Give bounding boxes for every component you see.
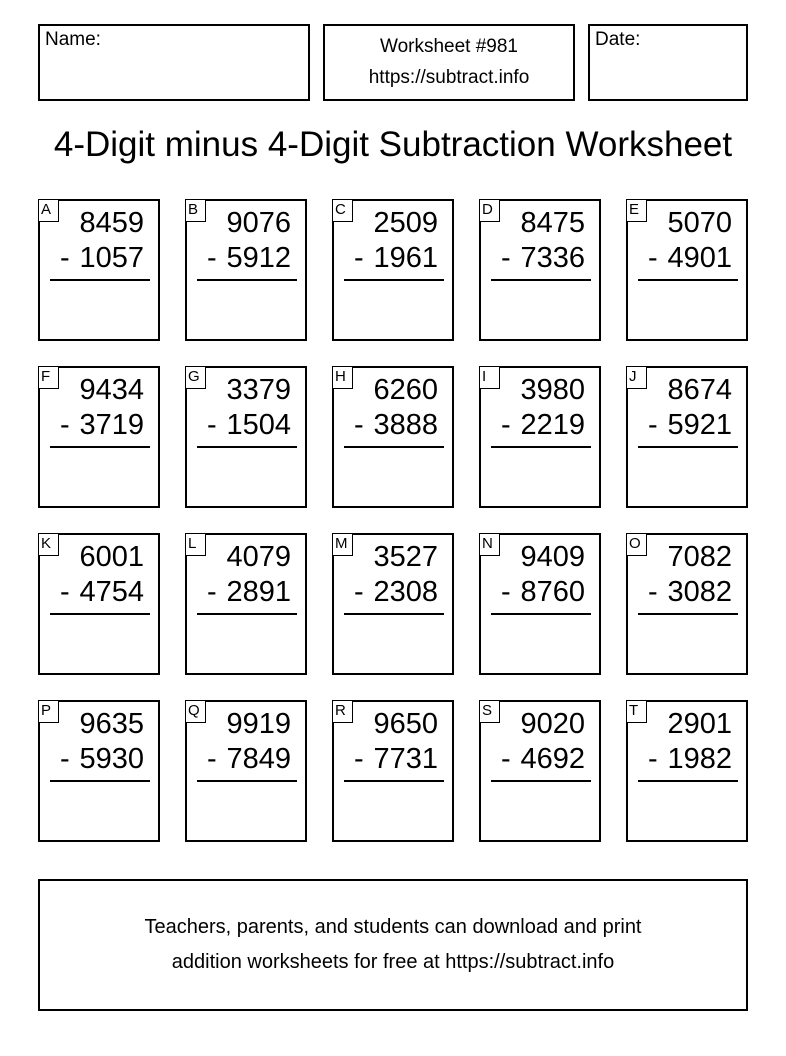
minuend: 3980 — [520, 374, 585, 406]
minus-sign: - — [648, 576, 658, 608]
minuend: 8475 — [520, 207, 585, 239]
answer-line — [491, 613, 591, 615]
footer-line-1: Teachers, parents, and students can download and print — [144, 916, 642, 938]
problem-card[interactable] — [185, 700, 307, 842]
subtrahend: 1057 — [79, 242, 144, 274]
minus-sign: - — [354, 242, 364, 274]
minus-sign: - — [501, 743, 511, 775]
problem-card[interactable] — [38, 700, 160, 842]
subtrahend: 7849 — [226, 743, 291, 775]
minuend: 3379 — [226, 374, 291, 406]
answer-line — [50, 279, 150, 281]
subtrahend: 3719 — [79, 409, 144, 441]
problem-letter: H — [332, 366, 353, 389]
answer-line — [638, 279, 738, 281]
answer-line — [197, 780, 297, 782]
footer-line-2: addition worksheets for free at https://subtract.info — [171, 951, 615, 973]
problem-letter: D — [479, 199, 500, 222]
answer-line — [344, 613, 444, 615]
date-field[interactable] — [588, 24, 748, 101]
answer-line — [197, 613, 297, 615]
problem-letter: R — [332, 700, 353, 723]
problem-letter: A — [38, 199, 59, 222]
minuend: 4079 — [226, 541, 291, 573]
answer-line — [638, 446, 738, 448]
problem-card[interactable] — [185, 533, 307, 675]
subtrahend: 2891 — [226, 576, 291, 608]
subtrahend: 2308 — [373, 576, 438, 608]
problem-card[interactable] — [626, 533, 748, 675]
date-label: Date: — [595, 29, 641, 50]
answer-line — [638, 613, 738, 615]
problem-letter: K — [38, 533, 59, 556]
name-field[interactable] — [38, 24, 310, 101]
problem-card[interactable] — [479, 366, 601, 508]
minus-sign: - — [60, 409, 70, 441]
minuend: 9635 — [79, 708, 144, 740]
minus-sign: - — [501, 242, 511, 274]
minuend: 9076 — [226, 207, 291, 239]
problem-card[interactable] — [38, 533, 160, 675]
problem-card[interactable] — [332, 366, 454, 508]
problem-card[interactable] — [332, 533, 454, 675]
minus-sign: - — [501, 409, 511, 441]
answer-line — [197, 279, 297, 281]
minus-sign: - — [648, 242, 658, 274]
problem-card[interactable] — [38, 199, 160, 341]
answer-line — [197, 446, 297, 448]
problem-card[interactable] — [479, 700, 601, 842]
problem-letter: G — [185, 366, 206, 389]
problem-letter: N — [479, 533, 500, 556]
problem-letter: L — [185, 533, 206, 556]
problem-letter: E — [626, 199, 647, 222]
minuend: 8459 — [79, 207, 144, 239]
problem-card[interactable] — [626, 366, 748, 508]
problem-letter: B — [185, 199, 206, 222]
problem-card[interactable] — [332, 199, 454, 341]
problem-letter: Q — [185, 700, 206, 723]
answer-line — [50, 780, 150, 782]
problem-card[interactable] — [479, 199, 601, 341]
problem-letter: M — [332, 533, 353, 556]
subtrahend: 2219 — [520, 409, 585, 441]
minuend: 9434 — [79, 374, 144, 406]
problem-grid — [38, 199, 748, 841]
problem-card[interactable] — [479, 533, 601, 675]
answer-line — [344, 279, 444, 281]
minuend: 9650 — [373, 708, 438, 740]
problem-letter: S — [479, 700, 500, 723]
subtrahend: 1504 — [226, 409, 291, 441]
minuend: 8674 — [667, 374, 732, 406]
problem-card[interactable] — [185, 366, 307, 508]
minus-sign: - — [648, 743, 658, 775]
minus-sign: - — [60, 576, 70, 608]
minuend: 9020 — [520, 708, 585, 740]
page-title: 4-Digit minus 4-Digit Subtraction Worksheet — [53, 125, 733, 164]
minus-sign: - — [354, 743, 364, 775]
subtrahend: 4901 — [667, 242, 732, 274]
minuend: 6001 — [79, 541, 144, 573]
minus-sign: - — [60, 242, 70, 274]
problem-letter: J — [626, 366, 647, 389]
subtrahend: 7731 — [373, 743, 438, 775]
worksheet-url: https://subtract.info — [368, 67, 530, 88]
minus-sign: - — [207, 576, 217, 608]
subtrahend: 3888 — [373, 409, 438, 441]
answer-line — [491, 780, 591, 782]
problem-letter: O — [626, 533, 647, 556]
subtrahend: 1982 — [667, 743, 732, 775]
minus-sign: - — [354, 409, 364, 441]
problem-letter: I — [479, 366, 500, 389]
answer-line — [50, 613, 150, 615]
problem-card[interactable] — [38, 366, 160, 508]
answer-line — [344, 780, 444, 782]
subtrahend: 4692 — [520, 743, 585, 775]
subtrahend: 5912 — [226, 242, 291, 274]
minus-sign: - — [207, 743, 217, 775]
answer-line — [50, 446, 150, 448]
subtrahend: 5921 — [667, 409, 732, 441]
minus-sign: - — [207, 409, 217, 441]
answer-line — [491, 446, 591, 448]
footer-note — [38, 879, 748, 1011]
minuend: 3527 — [373, 541, 438, 573]
subtrahend: 1961 — [373, 242, 438, 274]
minus-sign: - — [207, 242, 217, 274]
minuend: 9409 — [520, 541, 585, 573]
worksheet-info-box — [323, 24, 575, 101]
subtrahend: 7336 — [520, 242, 585, 274]
minuend: 9919 — [226, 708, 291, 740]
minuend: 6260 — [373, 374, 438, 406]
minus-sign: - — [648, 409, 658, 441]
minuend: 5070 — [667, 207, 732, 239]
minus-sign: - — [501, 576, 511, 608]
minuend: 2901 — [667, 708, 732, 740]
problem-letter: C — [332, 199, 353, 222]
problem-letter: T — [626, 700, 647, 723]
minuend: 2509 — [373, 207, 438, 239]
answer-line — [491, 279, 591, 281]
answer-line — [344, 446, 444, 448]
worksheet-number: Worksheet #981 — [379, 36, 518, 57]
problem-card[interactable] — [626, 199, 748, 341]
minus-sign: - — [354, 576, 364, 608]
problem-card[interactable] — [626, 700, 748, 842]
subtrahend: 5930 — [79, 743, 144, 775]
name-label: Name: — [45, 29, 101, 50]
problem-letter: P — [38, 700, 59, 723]
problem-card[interactable] — [332, 700, 454, 842]
answer-line — [638, 780, 738, 782]
subtrahend: 3082 — [667, 576, 732, 608]
problem-card[interactable] — [185, 199, 307, 341]
subtrahend: 4754 — [79, 576, 144, 608]
minuend: 7082 — [667, 541, 732, 573]
minus-sign: - — [60, 743, 70, 775]
subtrahend: 8760 — [520, 576, 585, 608]
problem-letter: F — [38, 366, 59, 389]
